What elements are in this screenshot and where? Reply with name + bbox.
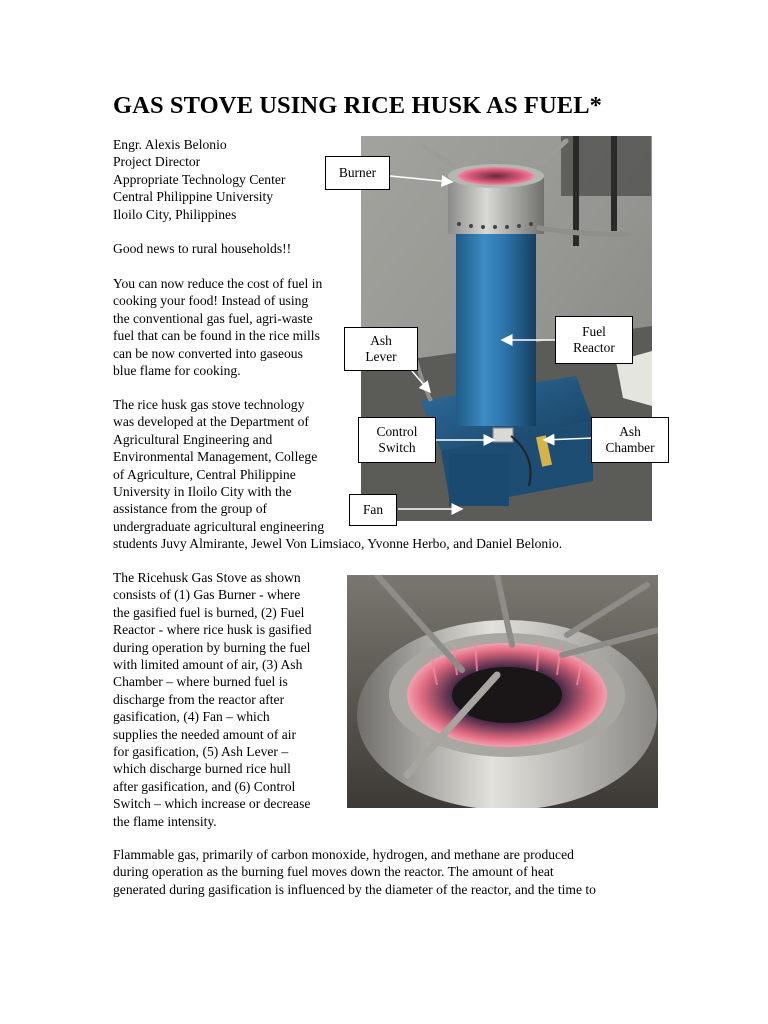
paragraph-line: You can now reduce the cost of fuel in bbox=[113, 276, 323, 291]
paragraph-line: during operation by burning the fuel bbox=[113, 639, 311, 655]
paragraph-line: the gasified fuel is burned, (2) Fuel bbox=[113, 604, 305, 620]
paragraph-line: was developed at the Department of bbox=[113, 414, 309, 430]
paragraph-line: University in Iloilo City with the bbox=[113, 484, 292, 500]
paragraph-line: Switch – which increase or decrease bbox=[113, 796, 311, 812]
paragraph-4 bbox=[113, 846, 596, 898]
author-block bbox=[113, 136, 285, 223]
intro-line bbox=[113, 240, 291, 257]
callout-fuel-reactor bbox=[555, 316, 633, 364]
paragraph-1 bbox=[113, 275, 322, 379]
paragraph-line: which discharge burned rice hull bbox=[113, 761, 291, 777]
callout-control-switch bbox=[358, 417, 436, 463]
callout-label: Burner bbox=[338, 164, 377, 180]
paragraph-line: assistance from the group of bbox=[113, 501, 268, 517]
paragraph-line: Agricultural Engineering and bbox=[113, 431, 273, 447]
callout-fan bbox=[349, 494, 397, 526]
paragraph-line: undergraduate agricultural engineering bbox=[113, 518, 325, 534]
callout-label: Control bbox=[376, 423, 418, 439]
paragraph-line: consists of (1) Gas Burner - where bbox=[113, 587, 301, 603]
callout-label: Reactor bbox=[573, 340, 615, 355]
paragraph-line: blue flame for cooking. bbox=[113, 363, 241, 379]
paragraph-line: Flammable gas, primarily of carbon monoxide, hydrogen, and methane are produced bbox=[113, 847, 574, 862]
paragraph-line: the conventional gas fuel, agri-waste bbox=[113, 310, 313, 326]
paragraph-line: during operation as the burning fuel moves down the reactor. The amount of heat bbox=[113, 864, 554, 880]
intro-text: Good news to rural households!! bbox=[113, 241, 292, 256]
callout-label: Switch bbox=[378, 440, 416, 455]
author-line: Central Philippine University bbox=[113, 189, 274, 205]
callout-label: Fan bbox=[362, 501, 384, 517]
paragraph-line: of Agriculture, Central Philippine bbox=[113, 466, 296, 482]
burner-closeup-photo bbox=[347, 575, 658, 808]
author-line: Engr. Alexis Belonio bbox=[113, 137, 227, 152]
paragraph-line: gasification, (4) Fan – which bbox=[113, 709, 270, 725]
document-title: GAS STOVE USING RICE HUSK AS FUEL* bbox=[113, 92, 602, 119]
paragraph-line: fuel that can be found in the rice mills bbox=[113, 328, 320, 344]
paragraph-line: Chamber – where burned fuel is bbox=[113, 674, 288, 690]
paragraph-line: students Juvy Almirante, Jewel Von Limsiaco, Yvonne Herbo, and Daniel Belonio. bbox=[113, 536, 563, 552]
paragraph-line: The Ricehusk Gas Stove as shown bbox=[113, 570, 301, 585]
author-line: Appropriate Technology Center bbox=[113, 171, 286, 187]
callout-ash-chamber bbox=[591, 417, 669, 463]
paragraph-line: the flame intensity. bbox=[113, 813, 217, 829]
callout-label: Chamber bbox=[605, 440, 655, 455]
paragraph-line: supplies the needed amount of air bbox=[113, 726, 297, 742]
paragraph-line: generated during gasification is influenced by the diameter of the reactor, and the time to bbox=[113, 881, 596, 897]
callout-label: Ash bbox=[370, 332, 392, 348]
callout-label: Lever bbox=[365, 349, 397, 364]
paragraph-line: The rice husk gas stove technology bbox=[113, 397, 305, 412]
paragraph-line: cooking your food! Instead of using bbox=[113, 293, 309, 309]
callout-label: Fuel bbox=[582, 323, 606, 339]
author-line: Iloilo City, Philippines bbox=[113, 206, 237, 222]
paragraph-line: Reactor - where rice husk is gasified bbox=[113, 622, 312, 638]
paragraph-line: discharge from the reactor after bbox=[113, 691, 285, 707]
paragraph-line: can be now converted into gaseous bbox=[113, 345, 303, 361]
paragraph-3 bbox=[113, 569, 312, 830]
author-line: Project Director bbox=[113, 154, 201, 170]
paragraph-line: with limited amount of air, (3) Ash bbox=[113, 657, 303, 673]
paragraph-line: Environmental Management, College bbox=[113, 449, 318, 465]
callout-ash-lever bbox=[344, 327, 418, 371]
paragraph-line: after gasification, and (6) Control bbox=[113, 778, 296, 794]
paragraph-line: for gasification, (5) Ash Lever – bbox=[113, 744, 289, 760]
callout-label: Ash bbox=[619, 423, 641, 439]
callout-burner bbox=[325, 156, 390, 190]
